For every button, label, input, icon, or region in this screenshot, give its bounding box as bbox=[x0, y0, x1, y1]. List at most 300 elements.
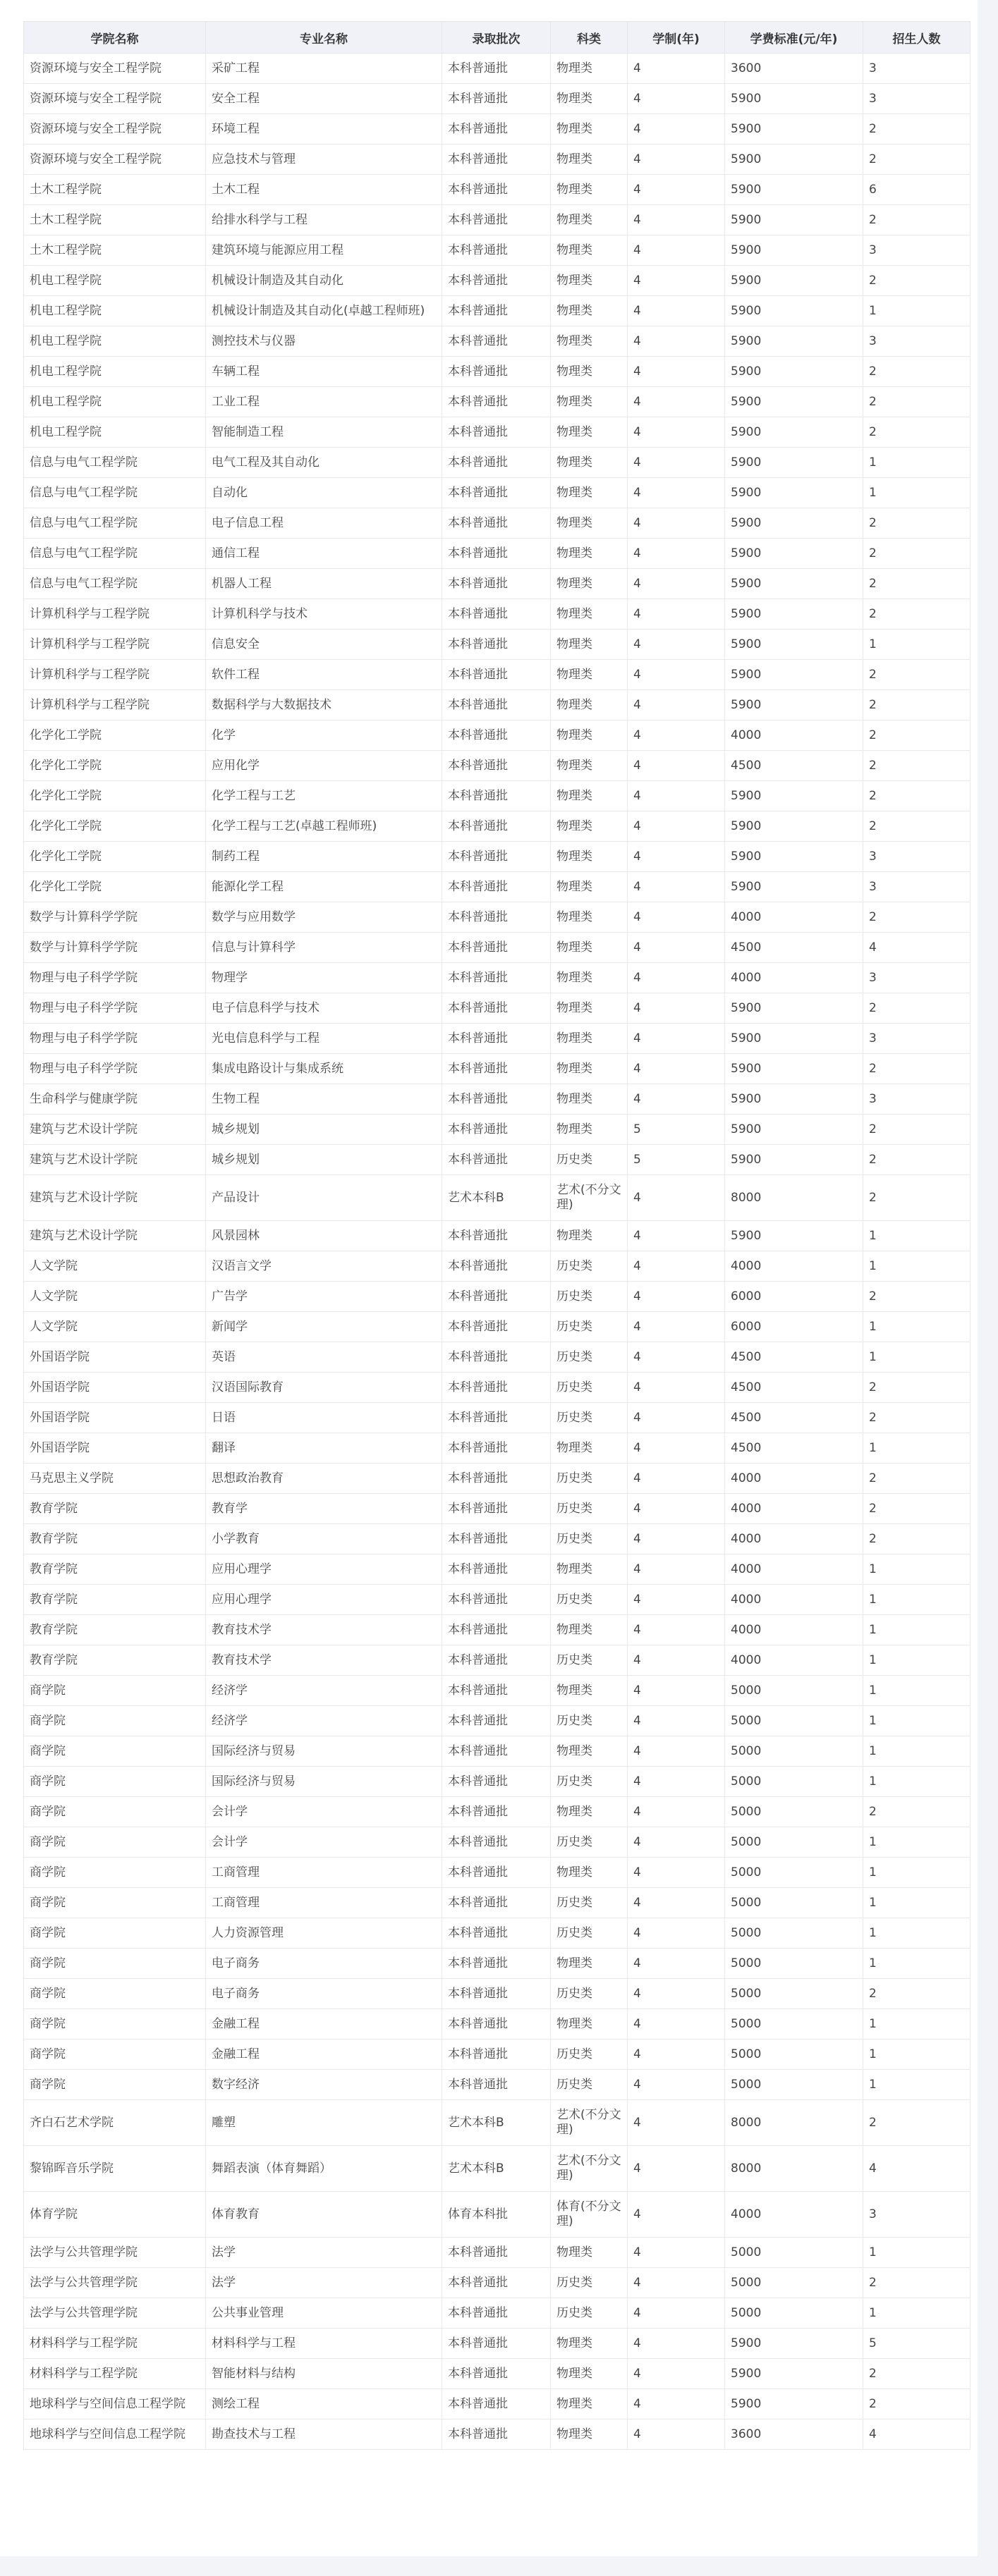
cell-tuition: 4500 bbox=[725, 1373, 863, 1403]
table-row bbox=[24, 1115, 970, 1145]
cell-major: 国际经济与贸易 bbox=[206, 1767, 442, 1797]
cell-batch: 本科普通批 bbox=[442, 1949, 551, 1979]
cell-major: 计算机科学与技术 bbox=[206, 599, 442, 630]
cell-tuition: 8000 bbox=[725, 1175, 863, 1221]
cell-duration: 4 bbox=[628, 902, 725, 933]
cell-major: 电子信息科学与技术 bbox=[206, 993, 442, 1024]
cell-tuition: 5000 bbox=[725, 1767, 863, 1797]
cell-batch: 本科普通批 bbox=[442, 1706, 551, 1736]
cell-subject: 物理类 bbox=[551, 2419, 628, 2450]
cell-duration: 4 bbox=[628, 387, 725, 417]
table-row bbox=[24, 690, 970, 720]
cell-batch: 本科普通批 bbox=[442, 1145, 551, 1175]
cell-subject: 历史类 bbox=[551, 1145, 628, 1175]
cell-major: 思想政治教育 bbox=[206, 1464, 442, 1494]
cell-major: 汉语国际教育 bbox=[206, 1373, 442, 1403]
cell-batch: 本科普通批 bbox=[442, 1645, 551, 1676]
cell-duration: 4 bbox=[628, 478, 725, 508]
cell-tuition: 5900 bbox=[725, 993, 863, 1024]
cell-duration: 4 bbox=[628, 1706, 725, 1736]
table-row bbox=[24, 2146, 970, 2192]
cell-duration: 4 bbox=[628, 1736, 725, 1767]
cell-duration: 4 bbox=[628, 145, 725, 175]
cell-batch: 本科普通批 bbox=[442, 1797, 551, 1827]
cell-tuition: 5000 bbox=[725, 2009, 863, 2040]
cell-major: 城乡规划 bbox=[206, 1145, 442, 1175]
cell-tuition: 5900 bbox=[725, 690, 863, 720]
cell-subject: 物理类 bbox=[551, 1221, 628, 1251]
cell-college: 建筑与艺术设计学院 bbox=[24, 1175, 206, 1221]
cell-tuition: 4000 bbox=[725, 1554, 863, 1585]
cell-duration: 5 bbox=[628, 1115, 725, 1145]
cell-subject: 物理类 bbox=[551, 448, 628, 478]
cell-duration: 4 bbox=[628, 781, 725, 811]
table-row bbox=[24, 1342, 970, 1373]
table-row bbox=[24, 1918, 970, 1949]
table-row bbox=[24, 2192, 970, 2238]
cell-major: 日语 bbox=[206, 1403, 442, 1433]
cell-major: 电子信息工程 bbox=[206, 508, 442, 539]
cell-college: 物理与电子科学学院 bbox=[24, 1054, 206, 1084]
cell-quota: 2 bbox=[863, 2359, 970, 2389]
cell-college: 商学院 bbox=[24, 1888, 206, 1918]
cell-college: 信息与电气工程学院 bbox=[24, 539, 206, 569]
cell-duration: 4 bbox=[628, 1054, 725, 1084]
table-row bbox=[24, 1054, 970, 1084]
cell-college: 建筑与艺术设计学院 bbox=[24, 1115, 206, 1145]
cell-college: 人文学院 bbox=[24, 1251, 206, 1282]
cell-duration: 4 bbox=[628, 417, 725, 448]
cell-quota: 3 bbox=[863, 54, 970, 84]
cell-quota: 4 bbox=[863, 2146, 970, 2192]
cell-subject: 历史类 bbox=[551, 1918, 628, 1949]
cell-college: 商学院 bbox=[24, 1949, 206, 1979]
cell-quota: 6 bbox=[863, 175, 970, 205]
cell-batch: 本科普通批 bbox=[442, 993, 551, 1024]
enrollment-plan-table bbox=[23, 21, 970, 2450]
table-row bbox=[24, 2329, 970, 2359]
cell-major: 集成电路设计与集成系统 bbox=[206, 1054, 442, 1084]
cell-college: 地球科学与空间信息工程学院 bbox=[24, 2419, 206, 2450]
table-row bbox=[24, 902, 970, 933]
cell-tuition: 5900 bbox=[725, 145, 863, 175]
cell-subject: 物理类 bbox=[551, 296, 628, 326]
cell-batch: 本科普通批 bbox=[442, 1554, 551, 1585]
cell-college: 法学与公共管理学院 bbox=[24, 2298, 206, 2329]
cell-duration: 4 bbox=[628, 1918, 725, 1949]
cell-duration: 4 bbox=[628, 660, 725, 690]
cell-tuition: 5900 bbox=[725, 1054, 863, 1084]
cell-quota: 2 bbox=[863, 569, 970, 599]
cell-major: 机器人工程 bbox=[206, 569, 442, 599]
cell-major: 生物工程 bbox=[206, 1084, 442, 1115]
cell-quota: 2 bbox=[863, 993, 970, 1024]
cell-college: 商学院 bbox=[24, 2040, 206, 2070]
cell-subject: 物理类 bbox=[551, 326, 628, 357]
cell-subject: 物理类 bbox=[551, 2359, 628, 2389]
cell-subject: 历史类 bbox=[551, 1524, 628, 1554]
cell-batch: 本科普通批 bbox=[442, 296, 551, 326]
cell-quota: 2 bbox=[863, 1524, 970, 1554]
cell-subject: 物理类 bbox=[551, 599, 628, 630]
cell-batch: 本科普通批 bbox=[442, 235, 551, 266]
cell-tuition: 5900 bbox=[725, 539, 863, 569]
table-row bbox=[24, 599, 970, 630]
cell-batch: 本科普通批 bbox=[442, 811, 551, 842]
cell-batch: 本科普通批 bbox=[442, 1676, 551, 1706]
cell-quota: 2 bbox=[863, 2268, 970, 2298]
cell-major: 金融工程 bbox=[206, 2040, 442, 2070]
cell-batch: 本科普通批 bbox=[442, 1918, 551, 1949]
cell-college: 化学化工学院 bbox=[24, 751, 206, 781]
cell-college: 建筑与艺术设计学院 bbox=[24, 1145, 206, 1175]
cell-subject: 物理类 bbox=[551, 357, 628, 387]
cell-duration: 4 bbox=[628, 1858, 725, 1888]
cell-subject: 历史类 bbox=[551, 1464, 628, 1494]
cell-tuition: 5900 bbox=[725, 387, 863, 417]
cell-tuition: 5900 bbox=[725, 2389, 863, 2419]
cell-tuition: 4500 bbox=[725, 1403, 863, 1433]
cell-tuition: 5900 bbox=[725, 811, 863, 842]
cell-batch: 本科普通批 bbox=[442, 2009, 551, 2040]
cell-tuition: 5900 bbox=[725, 266, 863, 296]
cell-subject: 物理类 bbox=[551, 842, 628, 872]
cell-duration: 4 bbox=[628, 539, 725, 569]
cell-quota: 3 bbox=[863, 1084, 970, 1115]
cell-subject: 物理类 bbox=[551, 1676, 628, 1706]
cell-subject: 物理类 bbox=[551, 145, 628, 175]
cell-subject: 体育(不分文理) bbox=[551, 2192, 628, 2238]
cell-tuition: 5900 bbox=[725, 569, 863, 599]
cell-quota: 2 bbox=[863, 660, 970, 690]
table-row bbox=[24, 1615, 970, 1645]
cell-tuition: 5000 bbox=[725, 2040, 863, 2070]
cell-college: 人文学院 bbox=[24, 1312, 206, 1342]
cell-quota: 1 bbox=[863, 2238, 970, 2268]
cell-major: 舞蹈表演（体育舞蹈） bbox=[206, 2146, 442, 2192]
header-tuition: 学费标准(元/年) bbox=[725, 22, 863, 54]
cell-subject: 物理类 bbox=[551, 1858, 628, 1888]
cell-batch: 本科普通批 bbox=[442, 842, 551, 872]
table-row bbox=[24, 569, 970, 599]
cell-subject: 历史类 bbox=[551, 1251, 628, 1282]
cell-duration: 4 bbox=[628, 2298, 725, 2329]
cell-quota: 4 bbox=[863, 2419, 970, 2450]
cell-college: 化学化工学院 bbox=[24, 811, 206, 842]
cell-quota: 2 bbox=[863, 205, 970, 235]
table-row bbox=[24, 54, 970, 84]
cell-college: 化学化工学院 bbox=[24, 872, 206, 902]
cell-quota: 1 bbox=[863, 1918, 970, 1949]
header-major: 专业名称 bbox=[206, 22, 442, 54]
cell-quota: 2 bbox=[863, 1115, 970, 1145]
cell-tuition: 3600 bbox=[725, 54, 863, 84]
cell-duration: 4 bbox=[628, 235, 725, 266]
cell-quota: 2 bbox=[863, 751, 970, 781]
cell-college: 计算机科学与工程学院 bbox=[24, 660, 206, 690]
cell-college: 地球科学与空间信息工程学院 bbox=[24, 2389, 206, 2419]
cell-quota: 1 bbox=[863, 1706, 970, 1736]
cell-duration: 4 bbox=[628, 1554, 725, 1585]
cell-duration: 4 bbox=[628, 175, 725, 205]
cell-college: 材料科学与工程学院 bbox=[24, 2329, 206, 2359]
cell-major: 给排水科学与工程 bbox=[206, 205, 442, 235]
cell-quota: 1 bbox=[863, 1949, 970, 1979]
cell-duration: 4 bbox=[628, 1979, 725, 2009]
cell-tuition: 4000 bbox=[725, 1251, 863, 1282]
cell-major: 车辆工程 bbox=[206, 357, 442, 387]
table-row bbox=[24, 1084, 970, 1115]
cell-batch: 本科普通批 bbox=[442, 630, 551, 660]
cell-tuition: 4000 bbox=[725, 1524, 863, 1554]
cell-quota: 2 bbox=[863, 387, 970, 417]
cell-tuition: 5000 bbox=[725, 2070, 863, 2100]
cell-batch: 本科普通批 bbox=[442, 1464, 551, 1494]
table-row bbox=[24, 1312, 970, 1342]
cell-college: 马克思主义学院 bbox=[24, 1464, 206, 1494]
cell-major: 国际经济与贸易 bbox=[206, 1736, 442, 1767]
cell-college: 材料科学与工程学院 bbox=[24, 2359, 206, 2389]
cell-duration: 4 bbox=[628, 963, 725, 993]
cell-quota: 3 bbox=[863, 2192, 970, 2238]
cell-quota: 1 bbox=[863, 1888, 970, 1918]
table-row bbox=[24, 478, 970, 508]
cell-duration: 4 bbox=[628, 1175, 725, 1221]
cell-duration: 4 bbox=[628, 933, 725, 963]
cell-duration: 4 bbox=[628, 84, 725, 114]
table-row bbox=[24, 2359, 970, 2389]
cell-subject: 历史类 bbox=[551, 1979, 628, 2009]
table-row bbox=[24, 205, 970, 235]
cell-major: 公共事业管理 bbox=[206, 2298, 442, 2329]
cell-duration: 4 bbox=[628, 751, 725, 781]
cell-college: 生命科学与健康学院 bbox=[24, 1084, 206, 1115]
cell-college: 物理与电子科学学院 bbox=[24, 1024, 206, 1054]
cell-quota: 4 bbox=[863, 933, 970, 963]
cell-major: 材料科学与工程 bbox=[206, 2329, 442, 2359]
cell-quota: 1 bbox=[863, 1827, 970, 1858]
cell-college: 商学院 bbox=[24, 1767, 206, 1797]
cell-major: 采矿工程 bbox=[206, 54, 442, 84]
cell-major: 应急技术与管理 bbox=[206, 145, 442, 175]
cell-subject: 历史类 bbox=[551, 1373, 628, 1403]
cell-quota: 3 bbox=[863, 235, 970, 266]
cell-subject: 历史类 bbox=[551, 1706, 628, 1736]
cell-subject: 物理类 bbox=[551, 84, 628, 114]
cell-batch: 本科普通批 bbox=[442, 1373, 551, 1403]
cell-quota: 2 bbox=[863, 145, 970, 175]
table-row bbox=[24, 266, 970, 296]
cell-major: 风景园林 bbox=[206, 1221, 442, 1251]
cell-subject: 历史类 bbox=[551, 1888, 628, 1918]
cell-college: 计算机科学与工程学院 bbox=[24, 599, 206, 630]
cell-major: 经济学 bbox=[206, 1706, 442, 1736]
cell-tuition: 5900 bbox=[725, 1145, 863, 1175]
cell-college: 外国语学院 bbox=[24, 1373, 206, 1403]
cell-major: 制药工程 bbox=[206, 842, 442, 872]
cell-quota: 1 bbox=[863, 1645, 970, 1676]
cell-college: 物理与电子科学学院 bbox=[24, 993, 206, 1024]
cell-subject: 艺术(不分文理) bbox=[551, 1175, 628, 1221]
cell-subject: 物理类 bbox=[551, 690, 628, 720]
cell-major: 应用心理学 bbox=[206, 1585, 442, 1615]
cell-batch: 本科普通批 bbox=[442, 569, 551, 599]
cell-duration: 4 bbox=[628, 2040, 725, 2070]
cell-quota: 2 bbox=[863, 539, 970, 569]
cell-subject: 物理类 bbox=[551, 205, 628, 235]
table-row bbox=[24, 1585, 970, 1615]
cell-college: 资源环境与安全工程学院 bbox=[24, 114, 206, 145]
cell-major: 工业工程 bbox=[206, 387, 442, 417]
cell-batch: 本科普通批 bbox=[442, 84, 551, 114]
cell-batch: 本科普通批 bbox=[442, 2389, 551, 2419]
cell-quota: 1 bbox=[863, 448, 970, 478]
cell-quota: 1 bbox=[863, 1433, 970, 1464]
cell-college: 土木工程学院 bbox=[24, 205, 206, 235]
cell-college: 数学与计算科学学院 bbox=[24, 933, 206, 963]
header-quota: 招生人数 bbox=[863, 22, 970, 54]
cell-college: 信息与电气工程学院 bbox=[24, 508, 206, 539]
cell-subject: 物理类 bbox=[551, 1054, 628, 1084]
cell-quota: 2 bbox=[863, 690, 970, 720]
cell-college: 计算机科学与工程学院 bbox=[24, 690, 206, 720]
cell-tuition: 5900 bbox=[725, 2359, 863, 2389]
cell-duration: 4 bbox=[628, 2329, 725, 2359]
table-row bbox=[24, 1282, 970, 1312]
cell-duration: 4 bbox=[628, 2238, 725, 2268]
cell-major: 安全工程 bbox=[206, 84, 442, 114]
cell-college: 商学院 bbox=[24, 1827, 206, 1858]
cell-college: 外国语学院 bbox=[24, 1342, 206, 1373]
cell-major: 信息安全 bbox=[206, 630, 442, 660]
cell-subject: 物理类 bbox=[551, 630, 628, 660]
cell-subject: 物理类 bbox=[551, 720, 628, 751]
cell-subject: 物理类 bbox=[551, 1736, 628, 1767]
cell-major: 化学工程与工艺(卓越工程师班) bbox=[206, 811, 442, 842]
table-row bbox=[24, 1736, 970, 1767]
cell-tuition: 5000 bbox=[725, 1827, 863, 1858]
cell-subject: 历史类 bbox=[551, 1312, 628, 1342]
table-row bbox=[24, 539, 970, 569]
cell-major: 机械设计制造及其自动化(卓越工程师班) bbox=[206, 296, 442, 326]
cell-subject: 物理类 bbox=[551, 266, 628, 296]
cell-tuition: 4000 bbox=[725, 2192, 863, 2238]
table-row bbox=[24, 1494, 970, 1524]
cell-batch: 本科普通批 bbox=[442, 448, 551, 478]
cell-quota: 2 bbox=[863, 2100, 970, 2146]
cell-batch: 艺术本科B bbox=[442, 2146, 551, 2192]
cell-quota: 1 bbox=[863, 2298, 970, 2329]
cell-tuition: 5900 bbox=[725, 1024, 863, 1054]
table-row bbox=[24, 842, 970, 872]
cell-duration: 5 bbox=[628, 1145, 725, 1175]
cell-college: 人文学院 bbox=[24, 1282, 206, 1312]
cell-quota: 1 bbox=[863, 1251, 970, 1282]
table-row bbox=[24, 326, 970, 357]
table-row bbox=[24, 448, 970, 478]
cell-batch: 本科普通批 bbox=[442, 1888, 551, 1918]
cell-subject: 历史类 bbox=[551, 1827, 628, 1858]
cell-tuition: 5900 bbox=[725, 1221, 863, 1251]
cell-college: 信息与电气工程学院 bbox=[24, 569, 206, 599]
cell-college: 资源环境与安全工程学院 bbox=[24, 145, 206, 175]
table-row bbox=[24, 963, 970, 993]
cell-batch: 本科普通批 bbox=[442, 114, 551, 145]
cell-college: 化学化工学院 bbox=[24, 842, 206, 872]
cell-tuition: 4000 bbox=[725, 720, 863, 751]
cell-major: 化学 bbox=[206, 720, 442, 751]
table-row bbox=[24, 114, 970, 145]
cell-tuition: 5900 bbox=[725, 630, 863, 660]
cell-major: 小学教育 bbox=[206, 1524, 442, 1554]
cell-tuition: 5900 bbox=[725, 235, 863, 266]
cell-subject: 物理类 bbox=[551, 175, 628, 205]
header-duration: 学制(年) bbox=[628, 22, 725, 54]
table-row bbox=[24, 1767, 970, 1797]
cell-major: 智能材料与结构 bbox=[206, 2359, 442, 2389]
cell-duration: 4 bbox=[628, 2146, 725, 2192]
cell-college: 土木工程学院 bbox=[24, 175, 206, 205]
cell-subject: 物理类 bbox=[551, 811, 628, 842]
cell-batch: 本科普通批 bbox=[442, 54, 551, 84]
cell-subject: 物理类 bbox=[551, 539, 628, 569]
cell-subject: 物理类 bbox=[551, 1949, 628, 1979]
cell-college: 教育学院 bbox=[24, 1645, 206, 1676]
cell-subject: 艺术(不分文理) bbox=[551, 2146, 628, 2192]
cell-duration: 4 bbox=[628, 993, 725, 1024]
cell-subject: 物理类 bbox=[551, 1433, 628, 1464]
table-row bbox=[24, 1645, 970, 1676]
cell-batch: 本科普通批 bbox=[442, 1979, 551, 2009]
cell-tuition: 5900 bbox=[725, 599, 863, 630]
cell-college: 数学与计算科学学院 bbox=[24, 902, 206, 933]
table-row bbox=[24, 1706, 970, 1736]
table-row bbox=[24, 235, 970, 266]
cell-duration: 4 bbox=[628, 811, 725, 842]
cell-quota: 1 bbox=[863, 1554, 970, 1585]
cell-college: 教育学院 bbox=[24, 1494, 206, 1524]
cell-college: 土木工程学院 bbox=[24, 235, 206, 266]
cell-batch: 本科普通批 bbox=[442, 1342, 551, 1373]
cell-batch: 本科普通批 bbox=[442, 1827, 551, 1858]
cell-batch: 本科普通批 bbox=[442, 902, 551, 933]
cell-batch: 本科普通批 bbox=[442, 963, 551, 993]
cell-batch: 本科普通批 bbox=[442, 266, 551, 296]
cell-tuition: 4000 bbox=[725, 1645, 863, 1676]
cell-batch: 本科普通批 bbox=[442, 690, 551, 720]
cell-quota: 1 bbox=[863, 1767, 970, 1797]
cell-quota: 2 bbox=[863, 1494, 970, 1524]
cell-major: 电气工程及其自动化 bbox=[206, 448, 442, 478]
cell-quota: 2 bbox=[863, 1145, 970, 1175]
cell-batch: 本科普通批 bbox=[442, 1403, 551, 1433]
cell-subject: 物理类 bbox=[551, 1024, 628, 1054]
cell-batch: 本科普通批 bbox=[442, 508, 551, 539]
cell-subject: 物理类 bbox=[551, 2329, 628, 2359]
cell-major: 物理学 bbox=[206, 963, 442, 993]
cell-subject: 物理类 bbox=[551, 478, 628, 508]
cell-tuition: 5000 bbox=[725, 2298, 863, 2329]
cell-tuition: 5900 bbox=[725, 508, 863, 539]
cell-duration: 4 bbox=[628, 569, 725, 599]
cell-duration: 4 bbox=[628, 54, 725, 84]
cell-subject: 物理类 bbox=[551, 1797, 628, 1827]
cell-subject: 物理类 bbox=[551, 1084, 628, 1115]
cell-duration: 4 bbox=[628, 2070, 725, 2100]
cell-duration: 4 bbox=[628, 630, 725, 660]
cell-major: 体育教育 bbox=[206, 2192, 442, 2238]
table-row bbox=[24, 296, 970, 326]
